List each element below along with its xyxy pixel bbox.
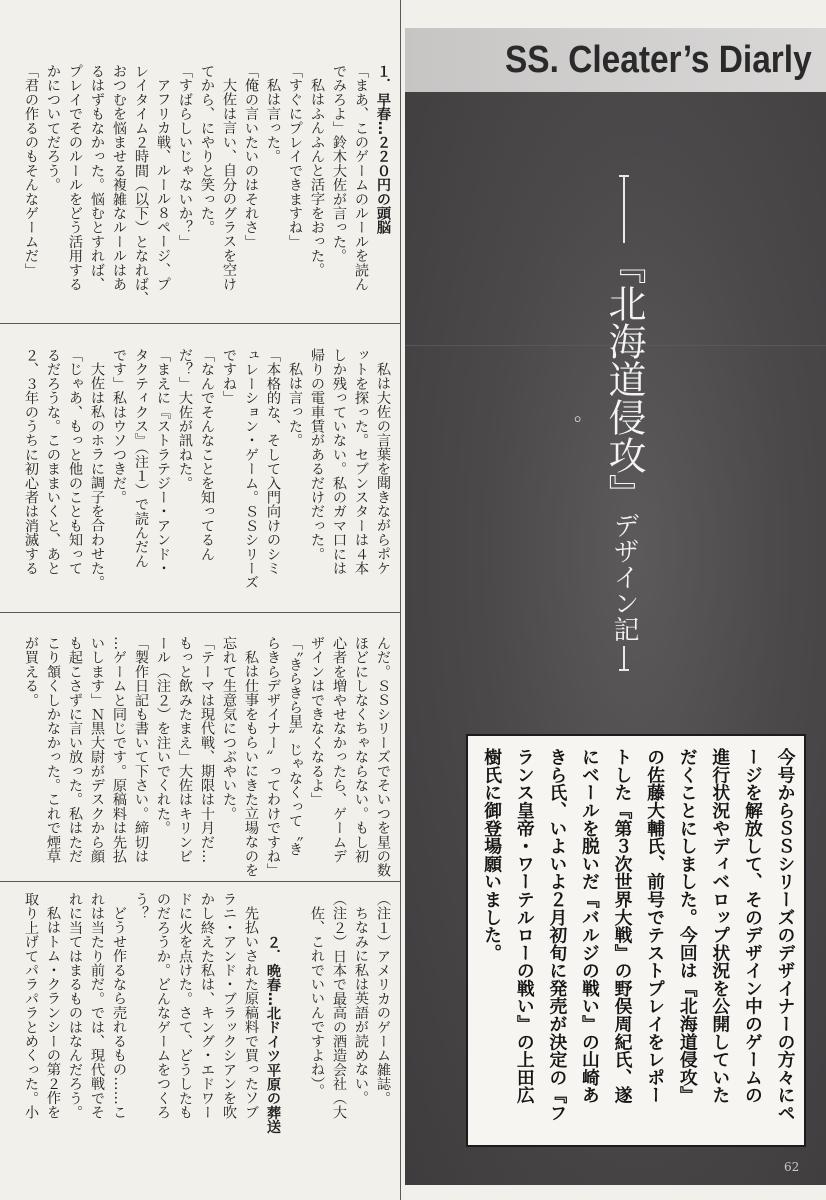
section-heading: １．早春…２２０円の頭脳 xyxy=(375,64,391,235)
title-mark: 。 xyxy=(574,401,594,425)
feature-title-name: 『北海道侵攻』 xyxy=(602,246,646,512)
diary-line: しか残っていない。私のガマ口には xyxy=(331,348,347,576)
diary-line: るだろうな。このままいくと、あと xyxy=(45,348,61,576)
lead-line: 今号からＳＳシリーズのデザイナーの方々にペ xyxy=(775,748,796,1122)
diary-line: 「俺の言いたいのはそれさ」 xyxy=(243,64,259,249)
diary-line: 帰りの電車賃があるだけだった。 xyxy=(309,348,325,561)
diary-section-3 xyxy=(20,636,394,877)
diary-section-2 xyxy=(20,348,394,589)
lead-box xyxy=(466,734,806,1147)
diary-line: タクティクス』（注１）で読んだん xyxy=(133,348,149,569)
footnote-line: （注１）アメリカのゲーム雑誌。 xyxy=(375,892,391,1105)
diary-line: てから、にやりと笑った。 xyxy=(199,64,215,235)
diary-line: らきらデザイナー〟ってわけですね」 xyxy=(265,636,281,878)
lead-line: だくことにしました。今回は『北海道侵攻』 xyxy=(677,748,699,1104)
footnote-line: （注２）日本で最高の酒造会社（大 xyxy=(331,892,347,1120)
diary-line: 私は仕事をもらいにきた立場なのを xyxy=(243,650,259,878)
diary-line: 「製作日記も書いて下さい。締切は xyxy=(133,636,149,864)
diary-line: もっと飲みたまえ」大佐はキリンビ xyxy=(177,636,193,864)
lead-text xyxy=(475,748,801,1122)
column-gap xyxy=(284,892,306,1133)
diary-line: 先払いされた原稿料で買ったソブ xyxy=(243,906,259,1120)
diary-line: 大佐は言い、自分のグラスを空け xyxy=(221,78,237,292)
diary-line: だ？」大佐が訊ねた。 xyxy=(177,348,193,490)
lead-line: きら氏、いよいよ２月初旬に発売が決定の『フ xyxy=(546,748,568,1122)
title-rule-bottom xyxy=(623,646,625,670)
diary-line: 「すぐにプレイできますね」 xyxy=(287,64,303,249)
title-rule-cap xyxy=(619,669,629,671)
diary-line: ほどにしなくちゃならない。もし初 xyxy=(353,636,369,864)
diary-line: プレイでそのルールをどう活用する xyxy=(67,64,83,292)
diary-section-1 xyxy=(20,64,394,305)
section-divider xyxy=(0,881,400,882)
feature-title xyxy=(598,246,650,642)
diary-line: 「まあ、このゲームのルールを読ん xyxy=(353,64,369,292)
title-rule-top xyxy=(623,175,625,243)
diary-line: う？ xyxy=(133,892,149,921)
lead-line: ランス皇帝・ワーテルローの戦い』の上田広 xyxy=(514,748,536,1104)
diary-line: が買える。 xyxy=(23,636,39,707)
diary-line: ットを探った。セブンスターは４本 xyxy=(353,348,369,576)
diary-line: アフリカ戦、ルール８ページ、プ xyxy=(155,78,171,292)
diary-line: 「なんでそんなことを知ってるん xyxy=(199,348,215,561)
footnote-line: 佐、これでいいんですよね）。 xyxy=(309,906,325,1098)
diary-line: れは当たり前だ。では、現代戦でそ xyxy=(89,892,105,1120)
diary-line: 私はトム・クランシーの第２作を xyxy=(45,906,61,1120)
lead-line: 進行状況やディベロップ状況を公開していた xyxy=(709,748,731,1104)
diary-line: かし終えた私は、キング・エドワー xyxy=(199,892,215,1120)
diary-line: 私は言った。 xyxy=(287,362,303,448)
lead-line: の佐藤大輔氏、前号でテストプレイをレポー xyxy=(644,748,666,1104)
diary-section-4 xyxy=(20,892,394,1133)
feature-title-suffix: デザイン記 xyxy=(609,512,639,642)
diary-line: 忘れて生意気につぶやいた。 xyxy=(221,636,237,821)
diary-line: ール（注２）を注いでくれた。 xyxy=(155,636,171,835)
page-number: 62 xyxy=(784,1160,800,1174)
diary-line: ２、３年のうちに初心者は消滅する xyxy=(23,348,39,576)
diary-line: …ゲームと同じです。原稿料は先払 xyxy=(111,636,127,864)
diary-line: かについてだろう。 xyxy=(45,64,61,192)
diary-line: どうせ作るなら売れるもの……こ xyxy=(111,906,127,1120)
diary-line: 私は言った。 xyxy=(265,78,281,164)
section-heading: ２．晩春…北ドイツ平原の葬送 xyxy=(265,934,281,1134)
diary-line: 私は大佐の言葉を聞きながらポケ xyxy=(375,362,391,576)
series-title: SS. Cleater’s Diarly xyxy=(505,39,812,81)
diary-line: おつむを悩ませる複雑なルールはあ xyxy=(111,64,127,292)
diary-line: ですね」 xyxy=(221,348,237,405)
diary-line: ドに火を点けた。さて、どうしたも xyxy=(177,892,193,1120)
diary-line: 「じゃあ、もっと他のことも知って xyxy=(67,348,83,576)
lead-line: トした『第３次世界大戦』の野俣周紀氏、遂 xyxy=(612,748,634,1104)
section-divider xyxy=(0,612,400,613)
diary-line: こり頷くしかなかった。これで煙草 xyxy=(45,636,61,864)
diary-line: 大佐は私のホラに調子を合わせた。 xyxy=(89,362,105,590)
footnote-line: ちなみに私は英語が読めない。 xyxy=(353,906,369,1105)
lead-line: にベールを脱いだ『バルジの戦い』の山崎あ xyxy=(579,748,601,1104)
diary-line: 「すばらしいじゃないか？」 xyxy=(177,64,193,249)
column-rule xyxy=(400,0,401,1200)
diary-line: です」私はウソつきだ。 xyxy=(111,348,127,505)
diary-line: レイタイム２時間（以下）となれば、 xyxy=(133,64,149,306)
diary-line: ザインはできなくなるよ」 xyxy=(309,636,325,807)
diary-line: 私はふんふんと活字をおった。 xyxy=(309,78,325,277)
diary-line: 「まえに『ストラテジー・アンド・ xyxy=(155,348,171,576)
diary-line: 心者を増やせなかったら、ゲームデ xyxy=(331,636,347,864)
diary-line: でみろよ」鈴木大佐が言った。 xyxy=(331,64,347,263)
diary-line: 「君の作るのもそんなゲームだ」 xyxy=(23,64,39,277)
diary-line: んだ。ＳＳシリーズでそいつを星の数 xyxy=(375,636,391,878)
diary-line: ラニ・アンド・ブラックシアンを吹 xyxy=(221,892,237,1120)
diary-line: るはずもなかった。悩むとすれば、 xyxy=(89,64,105,292)
diary-line: 「〝きらきら星〟じゃなくって〝き xyxy=(287,636,303,857)
diary-line: 取り上げてパラパラとめくった。小 xyxy=(23,892,39,1120)
diary-line: のだろうか。どんなゲームをつくろ xyxy=(155,892,171,1120)
diary-line: ュレーション・ゲーム。ＳＳシリーズ xyxy=(243,348,259,590)
lead-line: 樹氏に御登場願いました。 xyxy=(481,748,503,962)
diary-line: も起こさずに言い放った。私はただ xyxy=(67,636,83,864)
lead-line: ージを解放して、そのデザイン中のゲームの xyxy=(742,748,764,1104)
diary-line: 「テーマは現代戦、期限は十月だ… xyxy=(199,636,215,864)
section-divider xyxy=(0,323,400,324)
diary-line: いします」Ｎ黒大尉がデスクから顔 xyxy=(89,636,105,864)
diary-line: れに当てはまるものはなんだろう。 xyxy=(67,892,83,1120)
diary-line: 「本格的な、そして入門向けのシミ xyxy=(265,348,281,576)
